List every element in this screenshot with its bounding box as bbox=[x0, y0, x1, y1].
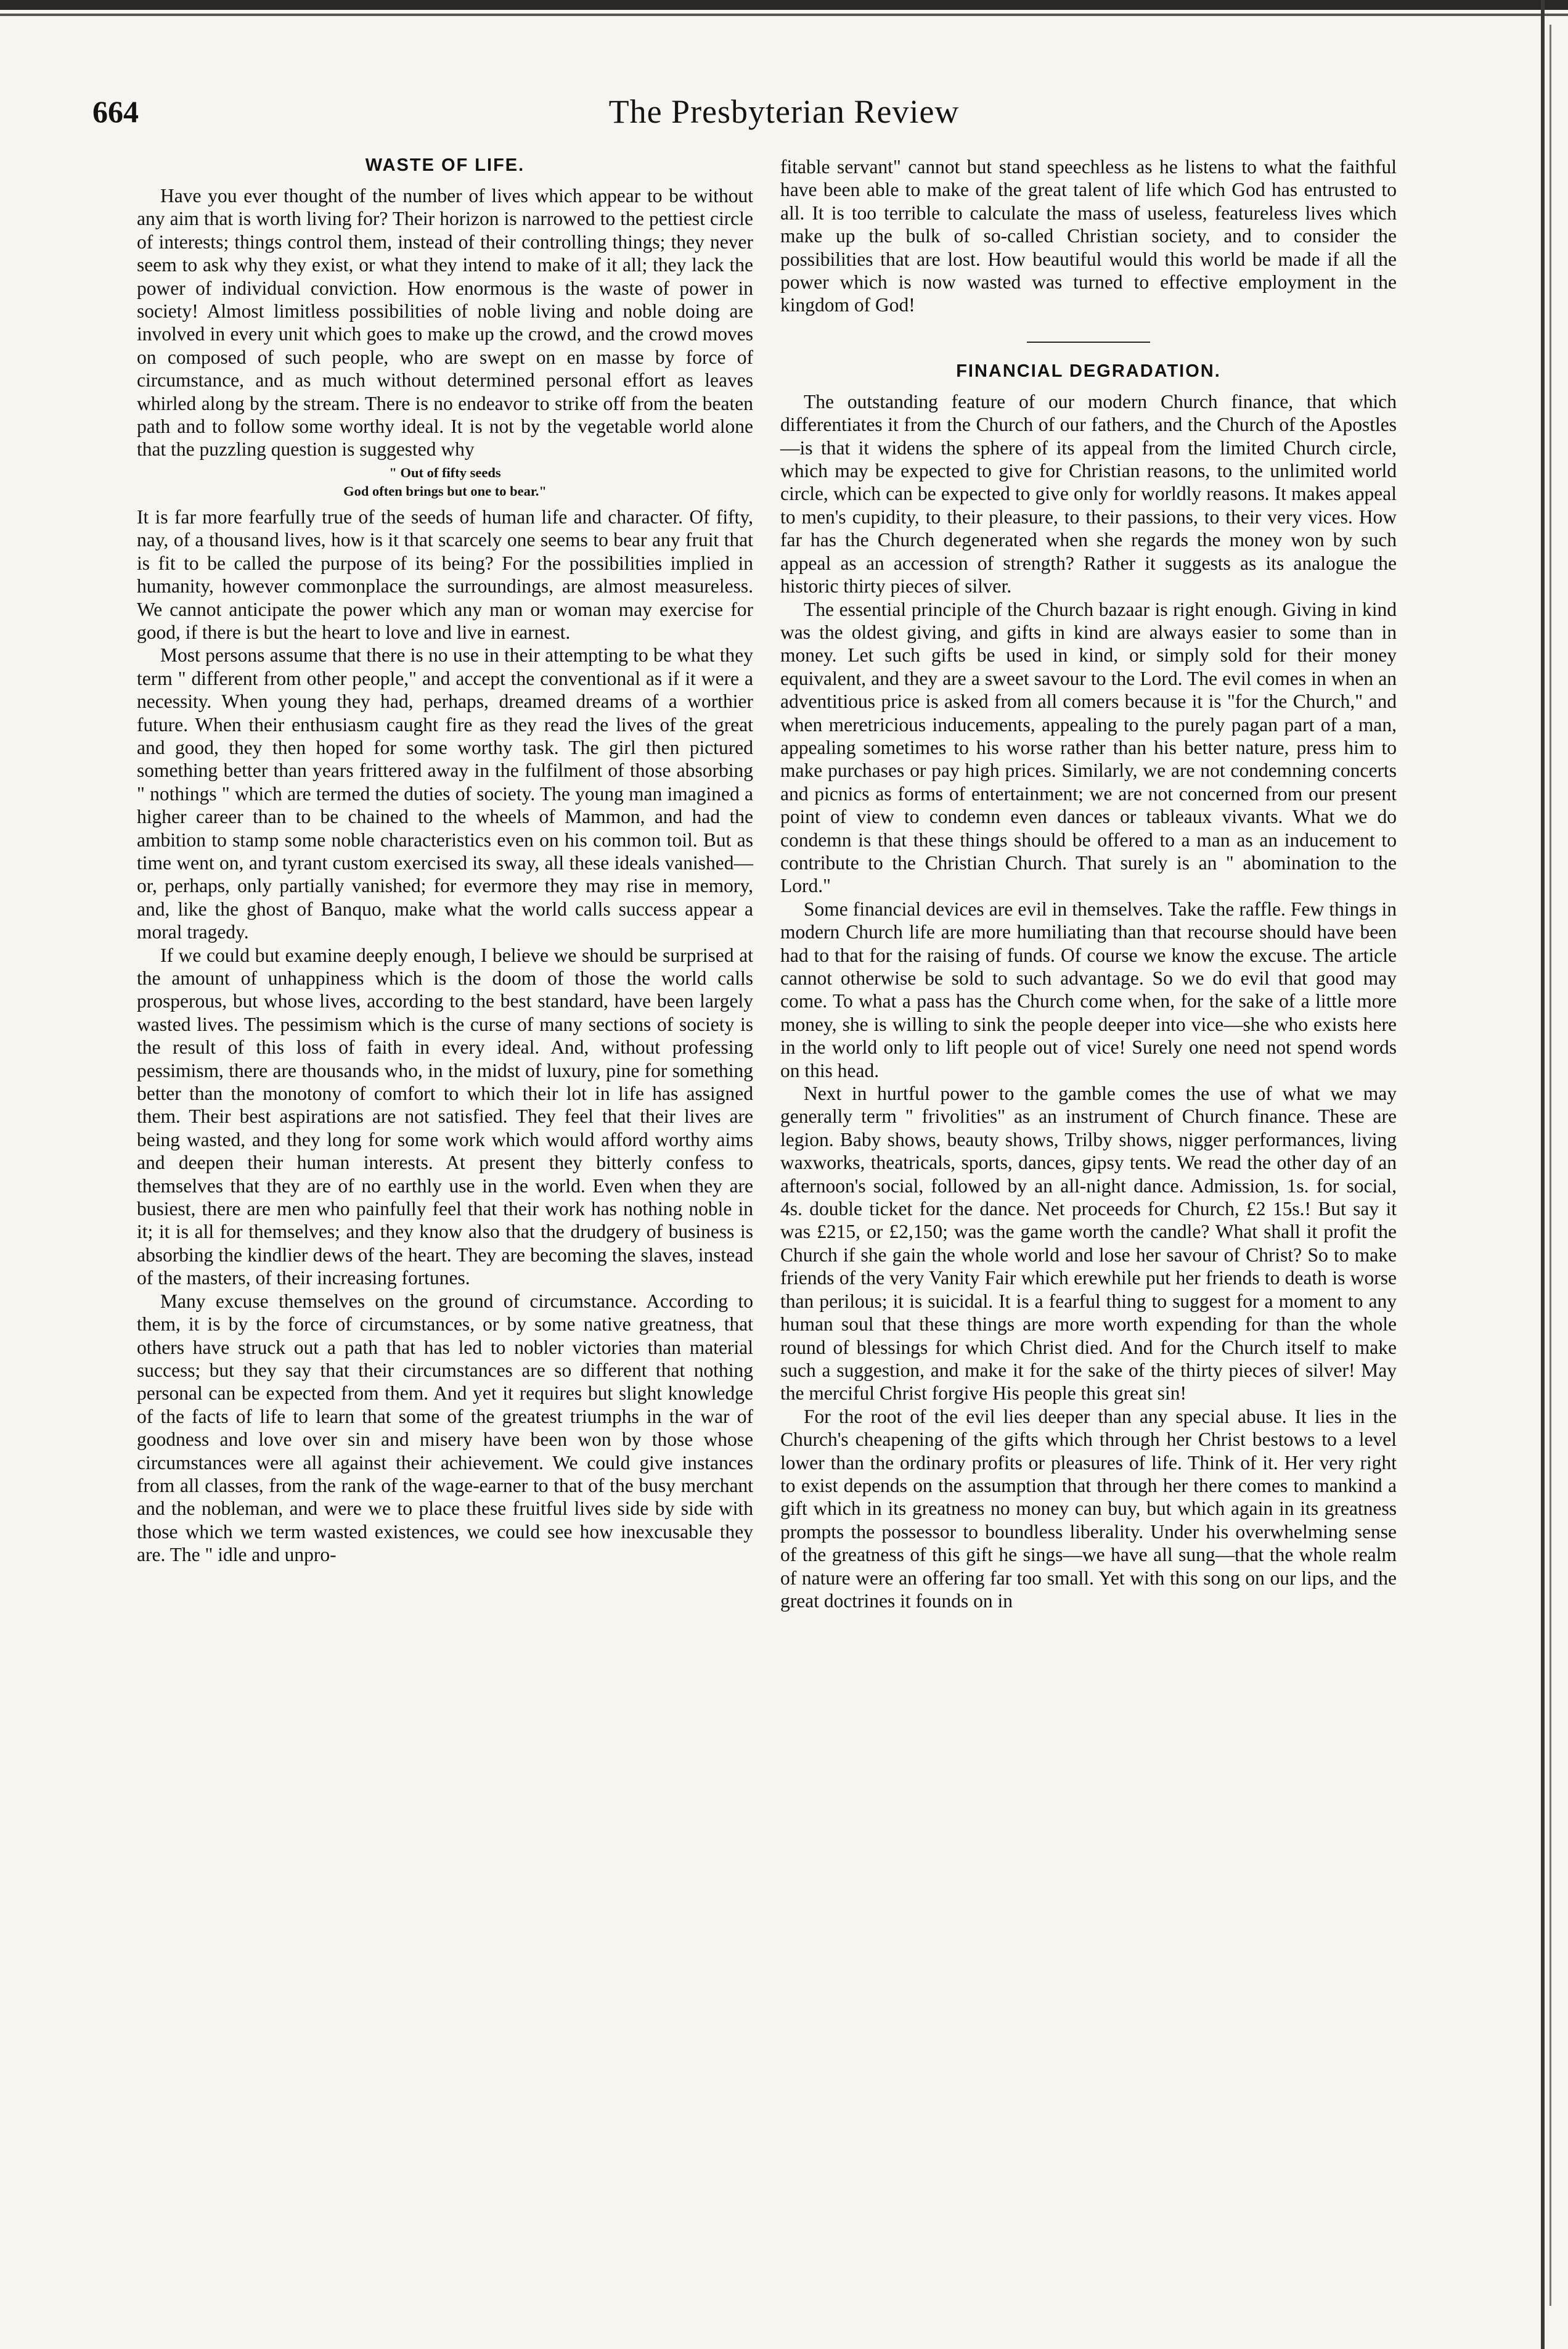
paragraph: Many excuse themselves on the ground of circumstance. According to them, it is by the force of circumstances, or by some native greatness, that others have struck out a path that has led to nobler victories than material success; but they say that their circumstances are so different that nothing personal can be expected from them. And yet it requires but slight knowledge of the facts of life to learn that some of the greatest triumphs in the war of goodness and love over sin and misery have been won by those whose circumstances were all against their achievement. We could give instances from all classes, from the rank of the wage-earner to that of the busy merchant and the nobleman, and were we to place these fruitful lives side by side with those which we term wasted existences, we could see how inexcusable they are. The " idle and unpro- bbox=[137, 1290, 753, 1566]
paragraph-continued: fitable servant" cannot but stand speechless as he listens to what the faithful have been able to make of the great talent of life which God has entrusted to all. It is too terrible to calculate the mass of useless, featureless lives which make up the bulk of so-called Christian society, and to consider the possibilities that are lost. How beautiful would this world be made if all the power which is now wasted was turned to effective employment in the kingdom of God! bbox=[780, 156, 1397, 316]
right-edge-rule bbox=[1541, 0, 1545, 2349]
paragraph: Some financial devices are evil in themselves. Take the raffle. Few things in modern Church life are more humiliating than that recourse should have been had to that for the raising of funds. Of course we know the excuse. The article cannot otherwise be sold to such advantage. So we do evil that good may come. To what a pass has the Church come when, for the sake of a little more money, she is willing to sink the people deeper into vice—she who exists here in the world only to lift people out of vice! Surely one need not spend words on this head. bbox=[780, 898, 1397, 1081]
left-column bbox=[137, 155, 753, 2313]
section-divider bbox=[1027, 342, 1150, 343]
paragraph: Next in hurtful power to the gamble comes the use of what we may generally term " frivolities" as an instrument of Church finance. These are legion. Baby shows, beauty shows, Trilby shows, nigger performances, living waxworks, theatricals, sports, dances, gipsy tents. We read the other day of an afternoon's social, followed by an all-night dance. Admission, 1s. for social, 4s. double ticket for the dance. Net proceeds for Church, £2 15s.! But say it was £215, or £2,150; was the game worth the candle? What shall it profit the Church if she gain the whole world and lose her savour of Christ? So to make friends of the very Vanity Fair which erewhile put her friends to death is worse than perilous; it is suicidal. It is a fearful thing to suggest for a moment to any human soul that these things are more worth expending for than the whole round of blessings for which Christ died. And for the Church itself to make such a suggestion, and make it for the sake of the thirty pieces of silver! May the merciful Christ forgive His people this great sin! bbox=[780, 1083, 1397, 1404]
paragraph: If we could but examine deeply enough, I believe we should be surprised at the amount of unhappiness which is the doom of those the world calls prosperous, but whose lives, according to the best standard, have been largely wasted lives. The pessimism which is the curse of many sections of society is the result of this loss of faith in every ideal. And, without professing pessimism, there are thousands who, in the midst of luxury, pine for something better than the monotony of comfort to which their lot in life has assigned them. Their best aspirations are not satisfied. They feel that their lives are being wasted, and they long for some work which would afford worthy aims and deepen their human interests. At present they bitterly confess to themselves that they are of no earthly use in the world. Even when they are busiest, there are men who painfully feel that their work has nothing noble in it; it is all for themselves; and they know also that the drudgery of business is absorbing the kindlier dews of the heart. They are becoming the slaves, instead of the masters, of their increasing fortunes. bbox=[137, 944, 753, 1289]
poem-quote bbox=[137, 464, 753, 501]
paragraph: Have you ever thought of the number of lives which appear to be without any aim that is worth living for? Their horizon is narrowed to the pettiest circle of interests; things control them, instead of their controlling things; they never seem to ask why they exist, or what they intend to make of it all; they lack the power of individual conviction. How enormous is the waste of power in society! Almost limitless possibilities of noble living and noble doing are involved in every unit which goes to make up the crowd, and the crowd moves on composed of such people, who are swept on en masse by force of circumstance, and as much without determined personal effort as leaves whirled along by the stream. There is no endeavor to strike off from the beaten path and to follow some worthy ideal. It is not by the vegetable world alone that the puzzling question is suggested why bbox=[137, 185, 753, 461]
page-number: 664 bbox=[92, 94, 139, 129]
top-border-secondary bbox=[0, 14, 1568, 16]
top-border bbox=[0, 0, 1568, 10]
article-title-financial-degradation: FINANCIAL DEGRADATION. bbox=[956, 361, 1221, 381]
paragraph: The outstanding feature of our modern Church finance, that which differentiates it from the Church of our fathers, and the Church of the Apostles—is that it widens the sphere of its appeal from the limited Church circle, which may be expected to give for Christian reasons, to the unlimited world circle, which can be expected to give only for worldly reasons. It makes appeal to men's cupidity, to their pleasure, to their passions, to their very vices. How far has the Church degenerated when she regards the money won by such appeal as an accession of strength? Rather it suggests as its analogue the historic thirty pieces of silver. bbox=[780, 390, 1397, 597]
paragraph: Most persons assume that there is no use in their attempting to be what they term " different from other people," and accept the conventional as if it were a necessity. When young they had, perhaps, dreamed dreams of a worthier future. When their enthusiasm caught fire as they read the lives of the great and good, they then hoped for some worthy task. The girl then pictured something better than years frittered away in the fulfilment of those absorbing " nothings " which are termed the duties of society. The young man imagined a higher career than to be chained to the wheels of Mammon, and had the ambition to stamp some noble characteristics even on his common toil. But as time went on, and tyrant custom exercised its sway, all these ideals vanished—or, perhaps, only partially vanished; for evermore they may rise in memory, and, like the ghost of Banquo, make what the world calls success appear a moral tragedy. bbox=[137, 644, 753, 943]
quote-line: " Out of fifty seeds bbox=[389, 464, 501, 480]
right-edge-rule-secondary bbox=[1550, 25, 1551, 2306]
article-title-waste-of-life: WASTE OF LIFE. bbox=[365, 155, 525, 175]
quote-line: God often brings but one to bear." bbox=[343, 483, 547, 499]
right-column bbox=[780, 155, 1397, 2313]
paragraph: It is far more fearfully true of the seeds of human life and character. Of fifty, nay, of a thousand lives, how is it that scarcely one seems to bear any fruit that is fit to be called the purpose of its being? For the possibilities implied in humanity, however commonplace the surroundings, are almost measureless. We cannot anticipate the power which any man or woman may exercise for good, if there is but the heart to love and live in earnest. bbox=[137, 506, 753, 643]
running-title: The Presbyterian Review bbox=[608, 93, 960, 130]
paragraph: The essential principle of the Church bazaar is right enough. Giving in kind was the oldest giving, and gifts in kind are always easier to some than in money. Let such gifts be used in kind, or simply sold for their money equivalent, and they are a sweet savour to the Lord. The evil comes in when an adventitious price is asked from all comers because it is "for the Church," and when meretricious inducements, appealing to the purely pagan part of a man, appealing sometimes to his worse rather than his better nature, press him to make purchases or pay high prices. Similarly, we are not condemning concerts and picnics as forms of entertainment; we are not concerned from our present point of view to condemn even dances or tableaux vivants. What we do condemn is that these things should be offered to a man as an inducement to contribute to the Christian Church. That surely is an " abomination to the Lord." bbox=[780, 598, 1397, 897]
paragraph: For the root of the evil lies deeper than any special abuse. It lies in the Church's cheapening of the gifts which through her Christ bestows to a level lower than the ordinary profits or pleasures of life. Think of it. Her very right to exist depends on the assumption that through her there comes to mankind a gift which in its greatness no money can buy, but which again in its greatness prompts the possessor to boundless liberality. Under his overwhelming sense of the greatness of this gift he sings—we have all sung—that the whole realm of nature were an offering far too small. Yet with this song on our lips, and the great doctrines it founds on in bbox=[780, 1405, 1397, 1612]
